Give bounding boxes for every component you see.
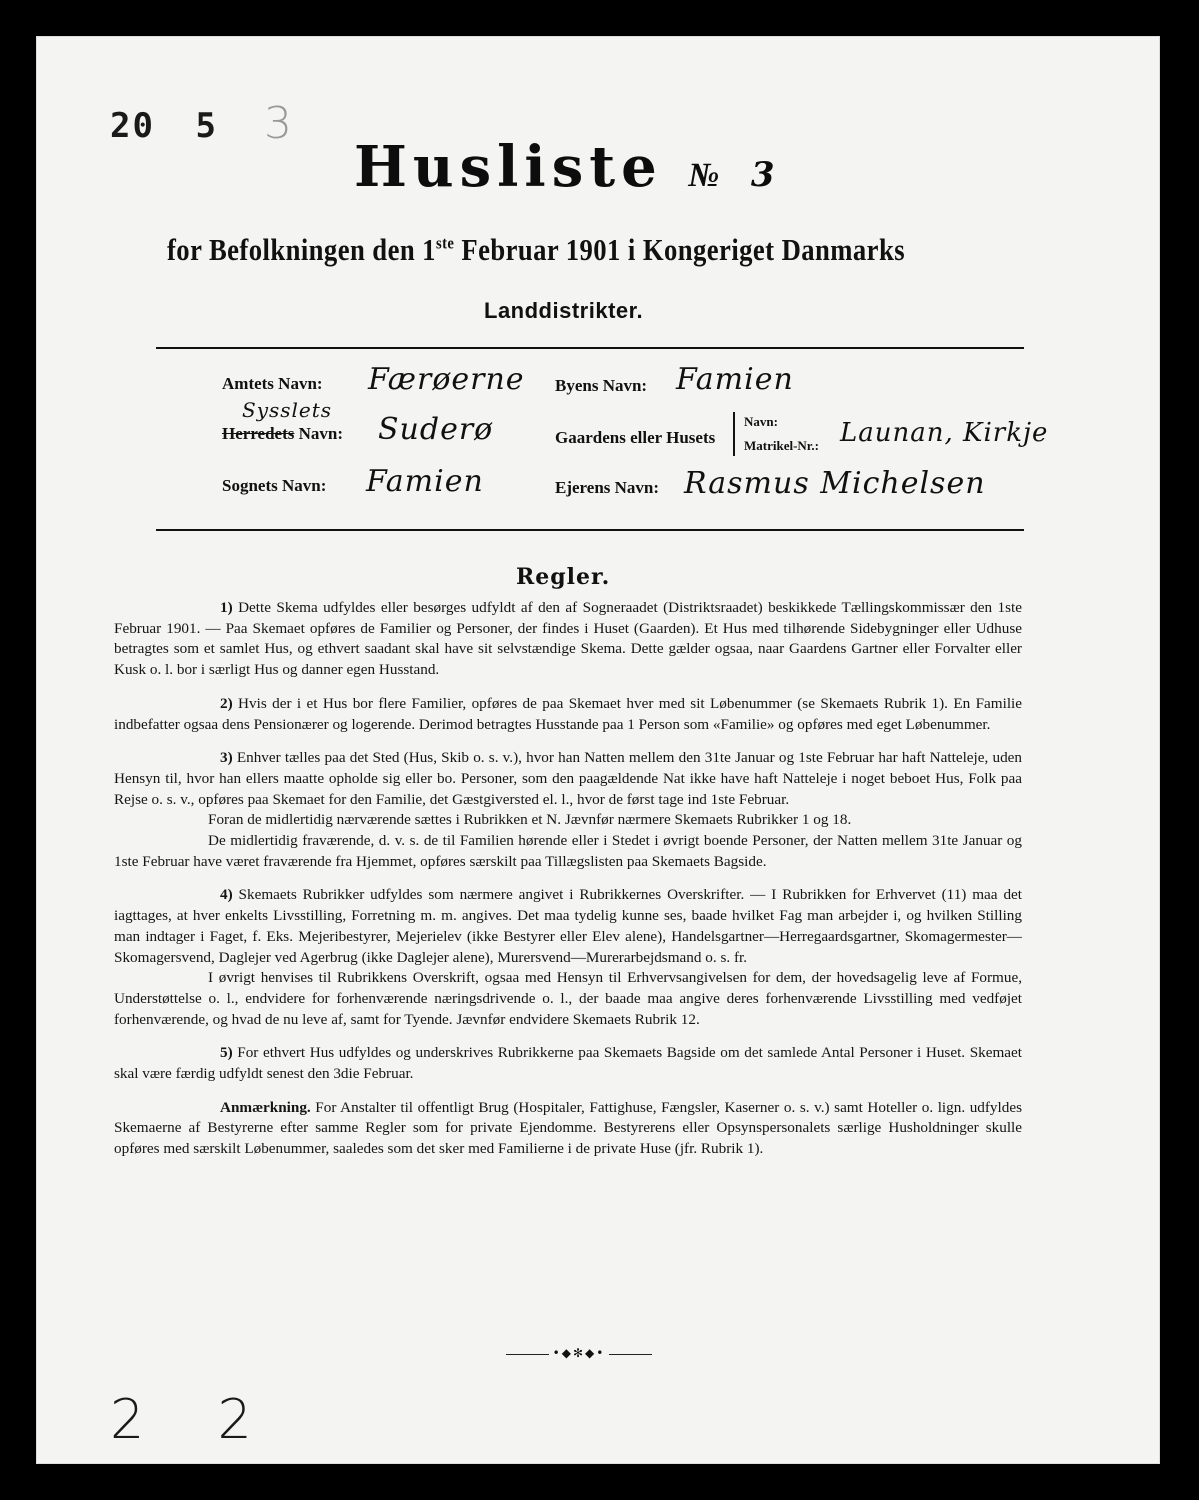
subtitle-pre: for Befolkningen den 1 xyxy=(167,232,436,267)
number-label: № xyxy=(688,157,726,194)
rule-5-num: 5) xyxy=(220,1044,233,1062)
by-value: Famien xyxy=(676,362,794,397)
amt-label: Amtets Navn: xyxy=(222,374,323,393)
by-label: Byens Navn: xyxy=(555,376,648,395)
bottom-rule xyxy=(156,529,1024,531)
herred-correction: Sysslets xyxy=(242,398,333,422)
herred-prefix: Herredets xyxy=(222,424,295,443)
rule-3c: De midlertidig fraværende, d. v. s. de til Familien hørende eller i Stedet i øvrigt boende Personer, der Natten mellem 31te Januar og 1ste Februar have været fraværende fra Hjemmet, opføres særskilt paa Tillægslisten paa Skemaets Bagside. xyxy=(114,832,1022,870)
title-text: Husliste xyxy=(354,134,663,200)
rule-5-text: For ethvert Hus udfyldes og underskrives Rubrikkerne paa Skemaets Bagside om det samlede Antal Personer i Huset. Skemaet skal være færdig udfyldt senest den 3die Februar. xyxy=(114,1044,1022,1083)
annotation-label: Anmærkning. xyxy=(220,1098,311,1116)
gaard-navn-label: Navn: xyxy=(744,414,778,429)
rule-1-num: 1) xyxy=(220,599,233,616)
rule-2 xyxy=(114,694,1022,735)
census-form-page xyxy=(36,36,1160,1464)
rule-3-text: Enhver tælles paa det Sted (Hus, Skib o. s. v.), hvor han Natten mellem den 31te Januar og 1ste Februar har haft Natteleje, uden Hensyn til, hvor han ellers maatte opholde sig eller bo. Personer, som den paagældende Nat ikke have haft Natteleje i noget beboet Hus, Folk paa Rejse o. s. v., opføres paa Skemaet for den Familie, det Gæstgiversted el. l., hvor de først tage ind 1ste Februar. xyxy=(114,749,1022,808)
rules-title: Regler. xyxy=(516,564,611,590)
ornament xyxy=(506,1346,652,1360)
rule-2-num: 2) xyxy=(220,694,233,712)
gaard-matrikel-label: Matrikel-Nr.: xyxy=(744,438,819,453)
gaard-value: Launan, Kirkje xyxy=(840,418,1049,448)
annotation-text: For Anstalter til offentligt Brug (Hospitaler, Fattighuse, Fængsler, Kaserner o. s. v.) samt Hoteller o. lign. udfyldes Skemaerne af Bestyrerne efter samme Regler som for private Ejendomme. Bestyrerens eller Opsynspersonalets særlige Husholdninger skulle opføres med særskilt Løbenummer, saaledes som det sker med Familierne i de private Huse (jfr. Rubrik 1). xyxy=(114,1098,1022,1158)
gaard-brace xyxy=(733,412,738,456)
subtitle-post: Februar 1901 i Kongeriget Danmarks xyxy=(454,232,906,267)
pencil-mark: 3 xyxy=(264,98,292,149)
district-label: Landdistrikter. xyxy=(484,298,644,323)
rule-3 xyxy=(114,748,1022,810)
ejer-label: Ejerens Navn: xyxy=(555,478,660,497)
sogn-label: Sognets Navn: xyxy=(222,476,327,495)
rule-1-text: Dette Skema udfyldes eller besørges udfyldt af den af Sogneraadet (Distriktsraadet) beskikkede Tællingskommissær den 1ste Februar 1901. — Paa Skemaet opføres de Familier og Personer, der findes i Huset (Gaarden). Et Hus med tilhørende Sidebygninger eller Udhuse betragtes som et samlet Hus, og ethvert saadant skal have sit selvstændige Skema. Dette gælder ogsaa, naar Gaardens Gartner eller Forvalter eller Kusk o. l. bor i særligt Hus og danner egen Husstand. xyxy=(114,599,1022,679)
subtitle-sup: ste xyxy=(435,233,455,253)
ejer-value: Rasmus Michelsen xyxy=(684,466,986,501)
rule-3b: Foran de midlertidig nærværende sættes i Rubrikken et N. Jævnfør nærmere Skemaets Rubrikker 1 og 18. xyxy=(208,811,852,829)
archive-number-b: 5 xyxy=(195,106,218,146)
archive-number-a: 20 xyxy=(110,106,155,146)
rule-5 xyxy=(114,1043,1022,1084)
rule-3-num: 3) xyxy=(220,749,233,767)
top-rule xyxy=(156,347,1024,349)
form-title xyxy=(354,134,781,200)
amt-value: Færøerne xyxy=(368,362,525,397)
form-subtitle xyxy=(167,232,905,268)
sogn-value: Famien xyxy=(366,464,484,499)
herred-navn: Navn: xyxy=(298,424,344,443)
gaard-label: Gaardens eller Husets xyxy=(555,428,716,447)
rule-4-num: 4) xyxy=(220,886,233,904)
rule-1 xyxy=(114,598,1022,681)
annotation xyxy=(114,1098,1022,1160)
rule-4b: I øvrigt henvises til Rubrikkens Overskrift, ogsaa med Hensyn til Erhvervsangivelsen for dem, der hovedsagelig leve af Formue, Understøttelse o. l., endvidere for forhenværende næringsdrivende o. l., der baade maa angive deres forhenværende Livsstilling med vedføjet forhenværende, og hvad de nu leve af, samt for Tyende. Jævnfør endvidere Skemaets Rubrik 12. xyxy=(114,969,1022,1028)
pencil-number: 2 2 xyxy=(110,1388,280,1451)
herred-value: Suderø xyxy=(378,412,494,447)
number-value: 3 xyxy=(750,155,781,195)
ornament-glyph: •◆✻◆• xyxy=(549,1346,610,1360)
archive-number xyxy=(110,106,218,146)
rule-4-text: Skemaets Rubrikker udfyldes som nærmere angivet i Rubrikkernes Overskrifter. — I Rubrikken for Erhvervet (11) maa det iagttages, at hver enkelts Livsstilling, Forretning m. m. angives. Det maa tydelig kunne ses, baade hvilket Fag man arbejder i, og hvilken Stilling man indtager i Faget, f. Eks. Mejeribestyrer, Mejerielev (ikke Bestyrer eller Elev alene), Handelsgartner—Herregaardsgartner, Skomagermester—Skomagersvend, Daglejer ved Agerbrug (ikke Daglejer alene), Murersvend—Murerarbejdsmand o. s. fr. xyxy=(114,886,1022,966)
rule-4 xyxy=(114,885,1022,968)
rules-body xyxy=(114,598,1022,1173)
rule-2-text: Hvis der i et Hus bor flere Familier, opføres de paa Skemaet hver med sit Løbenummer (se Skemaets Rubrik 1). En Familie indbefatter ogsaa dens Pensionærer og logerende. Derimod betragtes Husstande paa 1 Person som «Familie» og opføres med eget Løbenummer. xyxy=(114,694,1022,733)
herred-label xyxy=(222,424,343,444)
